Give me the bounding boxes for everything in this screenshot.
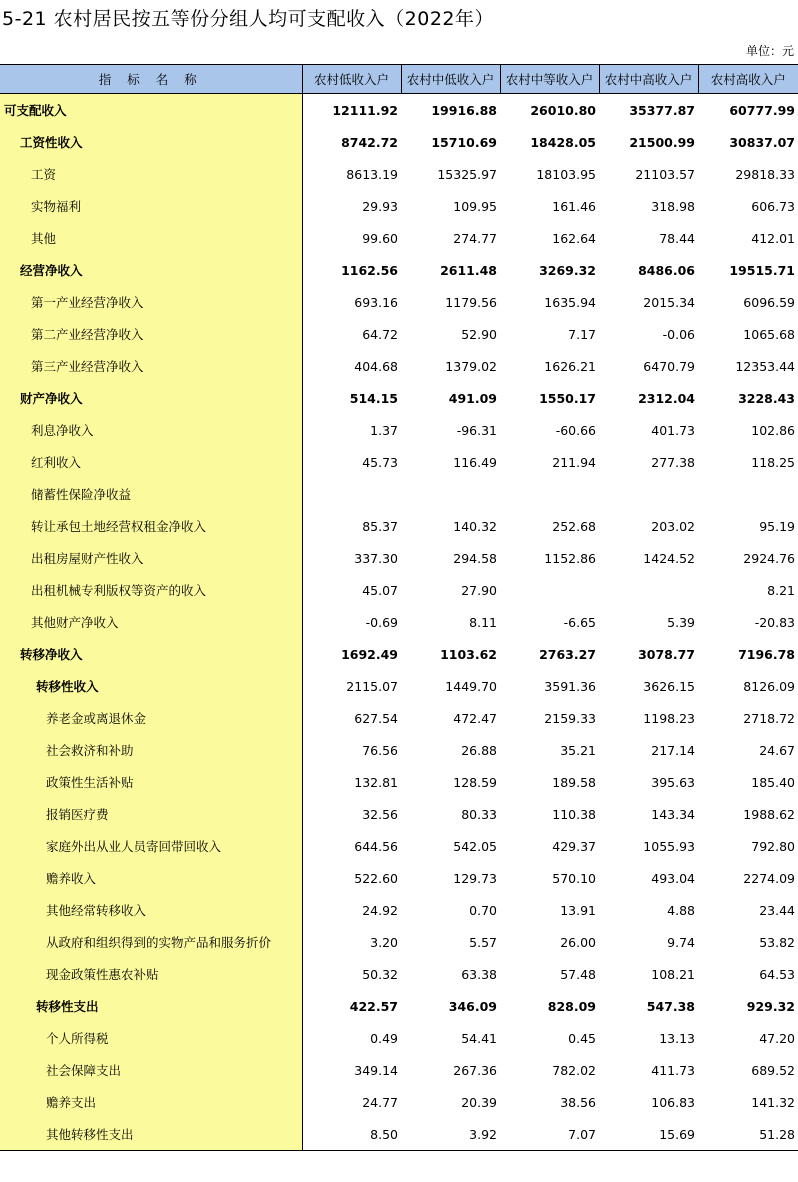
value-cell: 1103.62 xyxy=(440,646,497,662)
value-cell: 109.95 xyxy=(453,198,497,214)
table-row xyxy=(0,606,798,638)
value-cell: 0.49 xyxy=(370,1030,398,1046)
value-cell: 3228.43 xyxy=(738,390,795,406)
value-cell: 189.58 xyxy=(552,774,596,790)
value-cell: 12353.44 xyxy=(735,358,795,374)
value-cell: 429.37 xyxy=(552,838,596,854)
value-cell: 24.92 xyxy=(362,902,398,918)
row-label: 财产净收入 xyxy=(0,382,302,414)
row-label: 政策性生活补贴 xyxy=(0,766,302,798)
table-row xyxy=(0,670,798,702)
value-cell: 1198.23 xyxy=(643,710,695,726)
value-cell: 274.77 xyxy=(453,230,497,246)
value-cell: 12111.92 xyxy=(332,102,398,118)
value-cell: 132.81 xyxy=(354,774,398,790)
value-cell: 8.11 xyxy=(469,614,497,630)
value-cell: 78.44 xyxy=(659,230,695,246)
table-row xyxy=(0,446,798,478)
header-middle-income: 农村中等收入户 xyxy=(500,65,599,94)
value-cell: 277.38 xyxy=(651,454,695,470)
value-cell: 1626.21 xyxy=(544,358,596,374)
table-row xyxy=(0,350,798,382)
value-cell: 20.39 xyxy=(461,1094,497,1110)
value-cell: 1.37 xyxy=(370,422,398,438)
value-cell: 1988.62 xyxy=(743,806,795,822)
row-label: 其他财产净收入 xyxy=(0,606,302,638)
table-row xyxy=(0,862,798,894)
table-row xyxy=(0,222,798,254)
header-low-income: 农村低收入户 xyxy=(302,65,401,94)
value-cell: 5.57 xyxy=(469,934,497,950)
table-row xyxy=(0,830,798,862)
row-label: 第三产业经营净收入 xyxy=(0,350,302,382)
table-row xyxy=(0,990,798,1022)
row-label: 现金政策性惠农补贴 xyxy=(0,958,302,990)
value-cell: 0.45 xyxy=(568,1030,596,1046)
value-cell: 349.14 xyxy=(354,1062,398,1078)
value-cell: -0.06 xyxy=(662,326,695,342)
value-cell: 828.09 xyxy=(547,998,596,1014)
value-cell: 8486.06 xyxy=(638,262,695,278)
value-cell: 80.33 xyxy=(461,806,497,822)
value-cell: 161.46 xyxy=(552,198,596,214)
value-cell xyxy=(599,478,698,510)
value-cell: 782.02 xyxy=(552,1062,596,1078)
row-label: 利息净收入 xyxy=(0,414,302,446)
unit-label: 单位：元 xyxy=(745,44,794,58)
value-cell: 252.68 xyxy=(552,518,596,534)
value-cell: 23.44 xyxy=(759,902,795,918)
row-label: 其他经常转移收入 xyxy=(0,894,302,926)
value-cell: 8613.19 xyxy=(346,166,398,182)
value-cell: 2611.48 xyxy=(440,262,497,278)
row-label: 工资性收入 xyxy=(0,126,302,158)
value-cell: 491.09 xyxy=(448,390,497,406)
table-row xyxy=(0,414,798,446)
value-cell: 203.02 xyxy=(651,518,695,534)
value-cell: 1449.70 xyxy=(445,678,497,694)
value-cell: 318.98 xyxy=(651,198,695,214)
value-cell: 929.32 xyxy=(746,998,795,1014)
value-cell: 15325.97 xyxy=(437,166,497,182)
value-cell: 8126.09 xyxy=(743,678,795,694)
value-cell: 1065.68 xyxy=(743,326,795,342)
value-cell: 693.16 xyxy=(354,294,398,310)
table-row xyxy=(0,702,798,734)
value-cell: 689.52 xyxy=(751,1062,795,1078)
value-cell: 99.60 xyxy=(362,230,398,246)
row-label: 出租机械专利版权等资产的收入 xyxy=(0,574,302,606)
value-cell: -20.83 xyxy=(754,614,795,630)
value-cell: 6096.59 xyxy=(743,294,795,310)
value-cell: 7196.78 xyxy=(738,646,795,662)
value-cell: 792.80 xyxy=(751,838,795,854)
row-label: 社会保障支出 xyxy=(0,1054,302,1086)
row-label: 经营净收入 xyxy=(0,254,302,286)
value-cell xyxy=(302,478,401,510)
value-cell: 18103.95 xyxy=(536,166,596,182)
row-label: 工资 xyxy=(0,158,302,190)
income-table xyxy=(0,64,798,1151)
row-label: 个人所得税 xyxy=(0,1022,302,1054)
value-cell: 1550.17 xyxy=(539,390,596,406)
value-cell: 542.05 xyxy=(453,838,497,854)
value-cell: 267.36 xyxy=(453,1062,497,1078)
value-cell: 294.58 xyxy=(453,550,497,566)
value-cell: 60777.99 xyxy=(729,102,795,118)
value-cell: 47.20 xyxy=(759,1030,795,1046)
value-cell: 522.60 xyxy=(354,870,398,886)
value-cell: 404.68 xyxy=(354,358,398,374)
value-cell: 52.90 xyxy=(461,326,497,342)
table-row xyxy=(0,894,798,926)
value-cell: 53.82 xyxy=(759,934,795,950)
value-cell: 2115.07 xyxy=(346,678,398,694)
value-cell: 3.92 xyxy=(401,1118,500,1151)
value-cell: 15710.69 xyxy=(431,134,497,150)
table-row xyxy=(0,190,798,222)
value-cell: 38.56 xyxy=(560,1094,596,1110)
value-cell: 1635.94 xyxy=(544,294,596,310)
value-cell: 422.57 xyxy=(349,998,398,1014)
value-cell: 0.70 xyxy=(469,902,497,918)
value-cell: 45.73 xyxy=(362,454,398,470)
value-cell: 19515.71 xyxy=(729,262,795,278)
header-indicator-name: 指 标 名 称 xyxy=(0,65,302,94)
value-cell: 2274.09 xyxy=(743,870,795,886)
table-row xyxy=(0,1022,798,1054)
table-row xyxy=(0,382,798,414)
value-cell: 13.91 xyxy=(560,902,596,918)
value-cell: 2718.72 xyxy=(743,710,795,726)
value-cell: 1692.49 xyxy=(341,646,398,662)
table-row xyxy=(0,158,798,190)
value-cell: 493.04 xyxy=(651,870,695,886)
row-label: 转移净收入 xyxy=(0,638,302,670)
value-cell: 45.07 xyxy=(362,582,398,598)
value-cell: 128.59 xyxy=(453,774,497,790)
value-cell: 26.00 xyxy=(560,934,596,950)
value-cell: 2312.04 xyxy=(638,390,695,406)
value-cell: 35377.87 xyxy=(629,102,695,118)
value-cell: 211.94 xyxy=(552,454,596,470)
value-cell: 472.47 xyxy=(453,710,497,726)
table-row xyxy=(0,1118,798,1151)
value-cell: 29818.33 xyxy=(735,166,795,182)
value-cell: 3591.36 xyxy=(544,678,596,694)
value-cell: -0.69 xyxy=(365,614,398,630)
value-cell: 102.86 xyxy=(751,422,795,438)
value-cell: -96.31 xyxy=(456,422,497,438)
row-label: 报销医疗费 xyxy=(0,798,302,830)
row-label: 养老金或离退休金 xyxy=(0,702,302,734)
value-cell: 26.88 xyxy=(461,742,497,758)
header-lower-middle-income: 农村中低收入户 xyxy=(401,65,500,94)
row-label: 转移性收入 xyxy=(0,670,302,702)
value-cell: 8.21 xyxy=(767,582,795,598)
value-cell: 644.56 xyxy=(354,838,398,854)
header-row xyxy=(0,65,798,94)
row-label: 从政府和组织得到的实物产品和服务折价 xyxy=(0,926,302,958)
value-cell: 1379.02 xyxy=(445,358,497,374)
value-cell: 8.50 xyxy=(302,1118,401,1151)
value-cell: -60.66 xyxy=(555,422,596,438)
value-cell: 141.32 xyxy=(751,1094,795,1110)
value-cell xyxy=(599,574,698,606)
table-row xyxy=(0,1086,798,1118)
value-cell: 106.83 xyxy=(651,1094,695,1110)
value-cell: 18428.05 xyxy=(530,134,596,150)
value-cell: 1152.86 xyxy=(544,550,596,566)
value-cell: 13.13 xyxy=(659,1030,695,1046)
row-label: 可支配收入 xyxy=(0,94,302,127)
value-cell: 57.48 xyxy=(560,966,596,982)
value-cell: 30837.07 xyxy=(729,134,795,150)
row-label: 赡养收入 xyxy=(0,862,302,894)
value-cell: 7.07 xyxy=(500,1118,599,1151)
value-cell: 9.74 xyxy=(667,934,695,950)
value-cell: 116.49 xyxy=(453,454,497,470)
value-cell: 3626.15 xyxy=(643,678,695,694)
table-row xyxy=(0,574,798,606)
table-body xyxy=(0,94,798,1151)
value-cell: 3078.77 xyxy=(638,646,695,662)
row-label: 赡养支出 xyxy=(0,1086,302,1118)
table-row xyxy=(0,766,798,798)
table-row xyxy=(0,734,798,766)
value-cell: 217.14 xyxy=(651,742,695,758)
value-cell xyxy=(401,478,500,510)
value-cell: 85.37 xyxy=(362,518,398,534)
value-cell: 143.34 xyxy=(651,806,695,822)
row-label: 储蓄性保险净收益 xyxy=(0,478,302,510)
value-cell: 63.38 xyxy=(461,966,497,982)
value-cell: 95.19 xyxy=(759,518,795,534)
value-cell: 24.77 xyxy=(362,1094,398,1110)
value-cell: 19916.88 xyxy=(431,102,497,118)
table-row xyxy=(0,318,798,350)
value-cell: 64.72 xyxy=(362,326,398,342)
value-cell: 2015.34 xyxy=(643,294,695,310)
value-cell: 108.21 xyxy=(651,966,695,982)
row-label: 家庭外出从业人员寄回带回收入 xyxy=(0,830,302,862)
table-row xyxy=(0,958,798,990)
row-label: 出租房屋财产性收入 xyxy=(0,542,302,574)
value-cell: 412.01 xyxy=(751,230,795,246)
value-cell: 514.15 xyxy=(349,390,398,406)
value-cell xyxy=(698,478,798,510)
value-cell: 8742.72 xyxy=(341,134,398,150)
value-cell: 185.40 xyxy=(751,774,795,790)
value-cell xyxy=(500,574,599,606)
value-cell: 337.30 xyxy=(354,550,398,566)
value-cell: 606.73 xyxy=(751,198,795,214)
table-row xyxy=(0,510,798,542)
value-cell: 570.10 xyxy=(552,870,596,886)
value-cell: 21500.99 xyxy=(629,134,695,150)
value-cell: 15.69 xyxy=(599,1118,698,1151)
value-cell: 76.56 xyxy=(362,742,398,758)
value-cell: 2924.76 xyxy=(743,550,795,566)
table-row xyxy=(0,926,798,958)
value-cell: 32.56 xyxy=(362,806,398,822)
table-row xyxy=(0,126,798,158)
value-cell xyxy=(500,478,599,510)
value-cell: -6.65 xyxy=(563,614,596,630)
value-cell: 2763.27 xyxy=(539,646,596,662)
value-cell: 129.73 xyxy=(453,870,497,886)
row-label: 第二产业经营净收入 xyxy=(0,318,302,350)
value-cell: 1424.52 xyxy=(643,550,695,566)
table-row xyxy=(0,478,798,510)
value-cell: 3.20 xyxy=(370,934,398,950)
row-label: 实物福利 xyxy=(0,190,302,222)
row-label: 转移性支出 xyxy=(0,990,302,1022)
value-cell: 2159.33 xyxy=(544,710,596,726)
value-cell: 21103.57 xyxy=(635,166,695,182)
table-row xyxy=(0,638,798,670)
table-row xyxy=(0,798,798,830)
value-cell: 3269.32 xyxy=(539,262,596,278)
row-label: 第一产业经营净收入 xyxy=(0,286,302,318)
value-cell: 7.17 xyxy=(568,326,596,342)
value-cell: 26010.80 xyxy=(530,102,596,118)
value-cell: 54.41 xyxy=(461,1030,497,1046)
row-label: 社会救济和补助 xyxy=(0,734,302,766)
table-title: 5-21 农村居民按五等份分组人均可支配收入（2022年） xyxy=(2,8,495,30)
row-label: 其他 xyxy=(0,222,302,254)
value-cell: 1055.93 xyxy=(643,838,695,854)
table-row xyxy=(0,1054,798,1086)
value-cell: 118.25 xyxy=(751,454,795,470)
table-row xyxy=(0,542,798,574)
value-cell: 4.88 xyxy=(667,902,695,918)
value-cell: 627.54 xyxy=(354,710,398,726)
value-cell: 50.32 xyxy=(362,966,398,982)
row-label: 转让承包土地经营权租金净收入 xyxy=(0,510,302,542)
value-cell: 1179.56 xyxy=(445,294,497,310)
value-cell: 401.73 xyxy=(651,422,695,438)
value-cell: 162.64 xyxy=(552,230,596,246)
table-row xyxy=(0,254,798,286)
header-upper-middle-income: 农村中高收入户 xyxy=(599,65,698,94)
value-cell: 51.28 xyxy=(698,1118,798,1151)
value-cell: 1162.56 xyxy=(341,262,398,278)
row-label: 红利收入 xyxy=(0,446,302,478)
value-cell: 27.90 xyxy=(461,582,497,598)
value-cell: 547.38 xyxy=(646,998,695,1014)
value-cell: 395.63 xyxy=(651,774,695,790)
value-cell: 6470.79 xyxy=(643,358,695,374)
value-cell: 5.39 xyxy=(667,614,695,630)
value-cell: 411.73 xyxy=(651,1062,695,1078)
value-cell: 24.67 xyxy=(759,742,795,758)
value-cell: 29.93 xyxy=(362,198,398,214)
value-cell: 140.32 xyxy=(453,518,497,534)
header-high-income: 农村高收入户 xyxy=(698,65,798,94)
row-label: 其他转移性支出 xyxy=(0,1118,302,1151)
value-cell: 64.53 xyxy=(759,966,795,982)
value-cell: 346.09 xyxy=(448,998,497,1014)
value-cell: 110.38 xyxy=(552,806,596,822)
table-row xyxy=(0,286,798,318)
value-cell: 35.21 xyxy=(560,742,596,758)
table-row xyxy=(0,94,798,127)
